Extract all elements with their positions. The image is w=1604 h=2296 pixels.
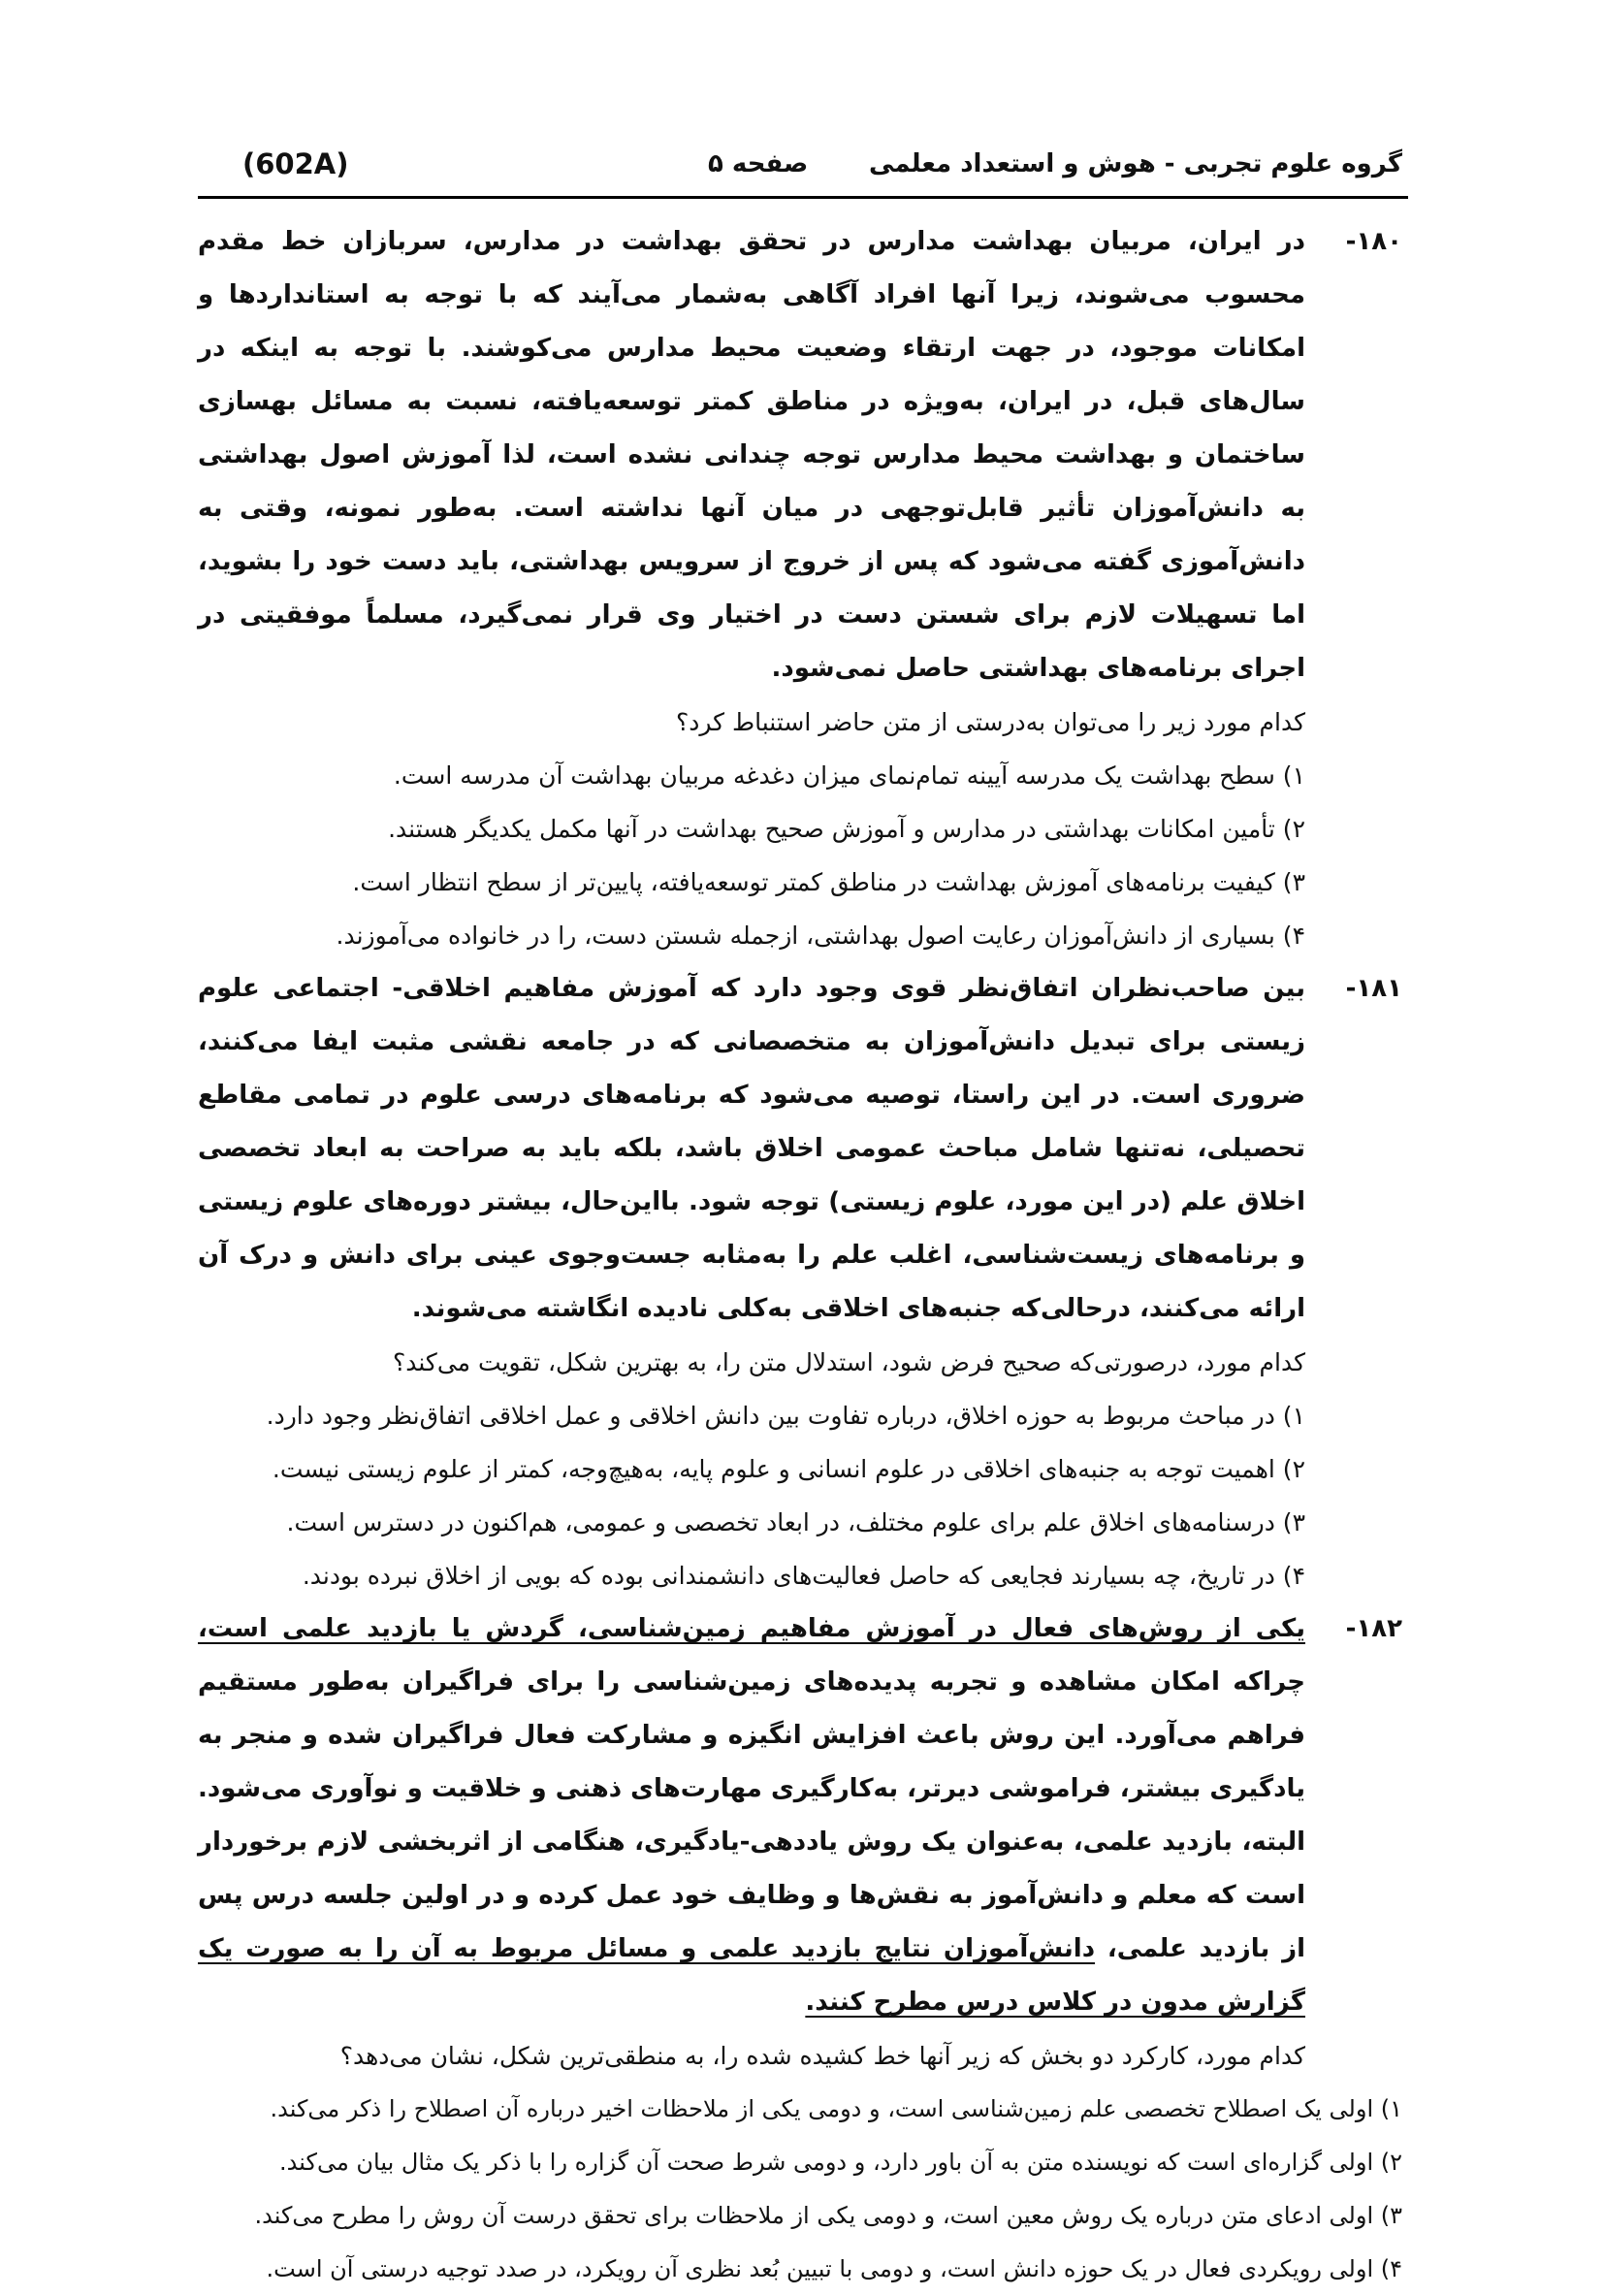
question-passage xyxy=(198,1602,1305,2029)
question-stem: کدام مورد زیر را می‌توان به‌درستی از متن حاضر استنباط کرد؟ xyxy=(675,708,1305,736)
answer-option-2[interactable]: ۲) اولی گزاره‌ای است که نویسنده متن به آن باور دارد، و دومی شرط صحت آن گزاره را با ذکر یک مثال بیان می‌کند. xyxy=(279,2149,1402,2176)
answer-option-3[interactable]: ۳) کیفیت برنامه‌های آموزش بهداشت در مناطق کمتر توسعه‌یافته، پایین‌تر از سطح انتظار است. xyxy=(352,868,1305,896)
question-stem: کدام مورد، درصورتی‌که صحیح فرض شود، استدلال متن را، به بهترین شکل، تقویت می‌کند؟ xyxy=(393,1348,1305,1376)
booklet-code: (602A) xyxy=(242,147,349,180)
answer-option-4[interactable]: ۴) بسیاری از دانش‌آموزان رعایت اصول بهداشتی، ازجمله شستن دست، را در خانواده می‌آموزند. xyxy=(336,922,1305,950)
header-divider xyxy=(198,196,1408,199)
answer-option-1[interactable]: ۱) اولی یک اصطلاح تخصصی علم زمین‌شناسی است، و دومی یکی از ملاحظات اخیر درباره آن اصطلاح را ذکر می‌کند. xyxy=(270,2095,1402,2122)
question-181 xyxy=(198,962,1402,1602)
answer-option-3[interactable]: ۳) درسنامه‌های اخلاق علم برای علوم مختلف، در ابعاد تخصصی و عمومی، هم‌اکنون در دسترس است. xyxy=(286,1508,1305,1536)
answer-option-1[interactable]: ۱) در مباحث مربوط به حوزه اخلاق، درباره تفاوت بین دانش اخلاقی و عمل اخلاقی اتفاق‌نظر وجود دارد. xyxy=(266,1402,1305,1430)
question-number: ۱۸۰- xyxy=(1345,227,1402,256)
answer-option-3[interactable]: ۳) اولی ادعای متن درباره یک روش معین است، و دومی یکی از ملاحظات برای تحقق درست آن روش را مطرح می‌کند. xyxy=(254,2202,1402,2229)
page-number: صفحه ۵ xyxy=(708,149,809,178)
question-passage: بین صاحب‌نظران اتفاق‌نظر قوی وجود دارد که آموزش مفاهیم اخلاقی- اجتماعی علوم زیستی برای تبدیل دانش‌آموزان به متخصصانی که در جامعه نقشی مثبت ایفا می‌کنند، ضروری است. در این راستا، توصیه می‌شود که برنامه‌های درسی علوم در تمامی مقاطع تحصیلی، نه‌تنها شامل مباحث عمومی اخلاق باشد، بلکه باید به صراحت به ابعاد تخصصی اخلاق علم (در این مورد، علوم زیستی) توجه شود. بااین‌حال، بیشتر دوره‌های علوم زیستی و برنامه‌های زیست‌شناسی، اغلب علم را به‌مثابه جست‌وجوی عینی برای دانش و درک آن ارائه می‌کنند، درحالی‌که جنبه‌های اخلاقی به‌کلی نادیده انگاشته می‌شوند. xyxy=(198,974,1305,1323)
underlined-consideration: دانش‌آموزان نتایج بازدید علمی و مسائل مربوط به آن را به صورت یک گزارش مدون در کلاس درس مطرح کنند. xyxy=(198,1934,1305,2017)
question-passage: در ایران، مربیان بهداشت مدارس در تحقق بهداشت در مدارس، سربازان خط مقدم محسوب می‌شوند، زیرا آنها افراد آگاهی به‌شمار می‌آیند که با توجه به استانداردها و امکانات موجود، در جهت ارتقاء وضعیت محیط مدارس می‌کوشند. با توجه به اینکه در سال‌های قبل، در ایران، به‌ویژه در مناطق کمتر توسعه‌یافته، نسبت به مسائل بهسازی ساختمان و بهداشت محیط مدارس توجه چندانی نشده است، لذا آموزش اصول بهداشتی به دانش‌آموزان تأثیر قابل‌توجهی در میان آنها نداشته است. به‌طور نمونه، وقتی به دانش‌آموزی گفته می‌شود که پس از خروج از سرویس بهداشتی، باید دست خود را بشوید، اما تسهیلات لازم برای شستن دست در اختیار وی قرار نمی‌گیرد، مسلماً موفقیتی در اجرای برنامه‌های بهداشتی حاصل نمی‌شود. xyxy=(198,227,1305,683)
question-stem: کدام مورد، کارکرد دو بخش که زیر آنها خط کشیده شده را، به منطقی‌ترین شکل، نشان می‌دهد؟ xyxy=(339,2042,1305,2070)
question-number: ۱۸۲- xyxy=(1345,1614,1402,1643)
answer-option-4[interactable]: ۴) اولی رویکردی فعال در یک حوزه دانش است، و دومی با تبیین بُعد نظری آن رویکرد، در صدد توجیه درستی آن است. xyxy=(266,2255,1402,2282)
passage-body: چراکه امکان مشاهده و تجربه پدیده‌های زمین‌شناسی را برای فراگیران به‌طور مستقیم فراهم می‌آورد. این روش باعث افزایش انگیزه و مشارکت فعال فراگیران شده و منجر به یادگیری بیشتر، فراموشی دیرتر، به‌کارگیری مهارت‌های ذهنی و خلاقیت و نوآوری می‌شود. البته، بازدید علمی، به‌عنوان یک روش یاددهی-یادگیری، هنگامی از اثربخشی لازم برخوردار است که معلم و دانش‌آموز به نقش‌ها و وظایف خود عمل کرده و در اولین جلسه درس پس از بازدید علمی، xyxy=(198,1667,1305,1963)
answer-option-4[interactable]: ۴) در تاریخ، چه بسیارند فجایعی که حاصل فعالیت‌های دانشمندانی بوده که بویی از اخلاق نبرده بودند. xyxy=(302,1562,1305,1590)
underlined-claim: یکی از روش‌های فعال در آموزش مفاهیم زمین‌شناسی، گردش یا بازدید علمی است، xyxy=(198,1614,1305,1643)
page-header xyxy=(242,144,1402,192)
answer-option-2[interactable]: ۲) اهمیت توجه به جنبه‌های اخلاقی در علوم انسانی و علوم پایه، به‌هیچ‌وجه، کمتر از علوم زیستی نیست. xyxy=(272,1455,1305,1483)
questions-container xyxy=(198,215,1402,2296)
answer-option-2[interactable]: ۲) تأمین امکانات بهداشتی در مدارس و آموزش صحیح بهداشت در آنها مکمل یکدیگر هستند. xyxy=(388,815,1305,843)
exam-group-title: گروه علوم تجربی - هوش و استعداد معلمی xyxy=(869,149,1402,178)
answer-option-1[interactable]: ۱) سطح بهداشت یک مدرسه آیینه تمام‌نمای میزان دغدغه مربیان بهداشت آن مدرسه است. xyxy=(393,761,1305,790)
question-number: ۱۸۱- xyxy=(1345,974,1402,1003)
question-182 xyxy=(198,1602,1402,2296)
question-180 xyxy=(198,215,1402,962)
